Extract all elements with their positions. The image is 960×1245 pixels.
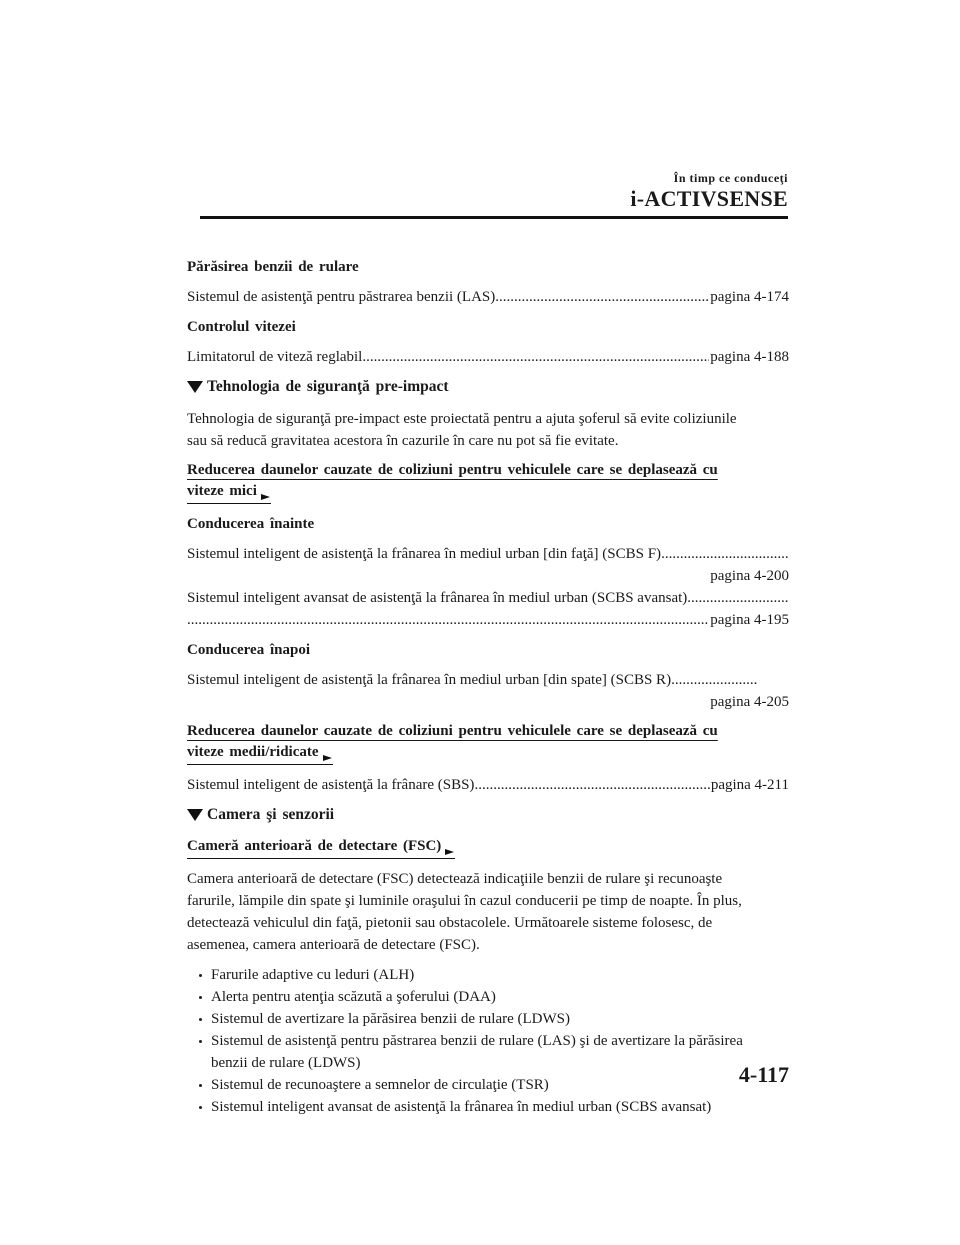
- toc-entry-scbs-advanced[interactable]: [187, 587, 789, 609]
- list-item: [199, 1030, 789, 1052]
- heading-text: viteze mici: [187, 481, 271, 503]
- toc-entry-text: Sistemul inteligent de asistenţă la frânarea în mediul urban [din faţă] (SCBS F): [187, 546, 662, 562]
- bullet-icon: [199, 1084, 202, 1087]
- page-number: 4-117: [738, 1062, 789, 1087]
- list-item-text: Sistemul inteligent avansat de asistenţă la frânarea în mediul urban (SCBS avansat): [211, 1099, 712, 1115]
- toc-entry-page: pagina 4-195: [710, 612, 789, 628]
- list-item-text: benzii de rulare (LDWS): [211, 1055, 361, 1071]
- toc-entry-scbs-f[interactable]: [187, 543, 789, 565]
- toc-entry-text: Sistemul de asistenţă pentru păstrarea benzii (LAS): [187, 289, 496, 305]
- list-item-text: Alerta pentru atenţia scăzută a şoferului (DAA): [211, 989, 496, 1005]
- fsc-description: [187, 868, 789, 956]
- lane-departure-heading: Părăsirea benzii de rulare: [187, 259, 359, 275]
- toc-entry-text: Sistemul inteligent de asistenţă la frânarea în mediul urban [din spate] (SCBS R): [187, 672, 672, 688]
- leader-dots: [362, 346, 709, 368]
- preimpact-heading-text: Tehnologia de siguranţă pre-impact: [207, 378, 449, 395]
- speed-control-heading: Controlul vitezei: [187, 319, 296, 335]
- leader-dots: [687, 587, 789, 609]
- bullet-icon: [199, 1018, 202, 1021]
- text-line: detectează vehiculul din faţă, pietonii sau obstacolele. Următoarele sisteme folosesc, de: [187, 915, 713, 931]
- heading-line: Reducerea daunelor cauzate de coliziuni pentru vehiculele care se deplasează cu: [187, 462, 718, 478]
- toc-entry-page: pagina 4-200: [710, 568, 789, 584]
- list-item: [199, 1074, 789, 1096]
- toc-entry-scbs-advanced-page[interactable]: [187, 609, 789, 631]
- leader-dots: [671, 669, 757, 691]
- toc-entry-page: pagina 4-188: [710, 349, 789, 365]
- text-line: asemenea, camera anterioară de detectare (FSC).: [187, 937, 480, 953]
- heading-line: [187, 742, 789, 764]
- chapter-subtitle: În timp ce conduceţi: [673, 171, 788, 185]
- list-item: [199, 986, 789, 1008]
- list-item: [199, 1008, 789, 1030]
- page-content: [187, 256, 789, 1118]
- text-line: Tehnologia de siguranţă pre-impact este proiectată pentru a ajuta şoferul să evite coliziunile: [187, 411, 737, 427]
- bullet-icon: [199, 996, 202, 999]
- toc-entry-text: Sistemul inteligent de asistenţă la frânare (SBS): [187, 777, 475, 793]
- list-item-text: Sistemul de asistenţă pentru păstrarea benzii de rulare (LAS) şi de avertizare la părăsirea: [211, 1033, 743, 1049]
- text-line: farurile, lămpile din spate şi luminile oraşului în cazul conducerii pe timp de noapte. În plus,: [187, 893, 742, 909]
- toc-entry-sbs[interactable]: [187, 774, 789, 796]
- toc-entry-text: Sistemul inteligent avansat de asistenţă la frânarea în mediul urban (SCBS avansat): [187, 590, 688, 606]
- leader-dots: [474, 774, 709, 796]
- preimpact-heading: [187, 376, 789, 398]
- heading-line: [187, 836, 789, 858]
- camera-sensors-heading: [187, 804, 789, 826]
- list-item-continuation: [199, 1052, 789, 1074]
- text-line: Camera anterioară de detectare (FSC) detectează indicaţiile benzii de rulare şi recunoaşte: [187, 871, 723, 887]
- toc-entry-scbs-r[interactable]: [187, 669, 789, 691]
- reverse-driving-heading: Conducerea înapoi: [187, 642, 310, 658]
- header-rule: [200, 216, 788, 219]
- toc-entry-page: pagina 4-211: [710, 777, 789, 793]
- bullet-icon: [199, 974, 202, 977]
- toc-entry-text: Limitatorul de viteză reglabil: [187, 349, 363, 365]
- heading-text: Cameră anterioară de detectare (FSC): [187, 836, 455, 858]
- heading-line: [187, 481, 789, 503]
- list-item: [199, 964, 789, 986]
- toc-entry-page: pagina 4-205: [710, 694, 789, 710]
- bullet-icon: [199, 1106, 202, 1109]
- list-item-text: Sistemul de recunoaştere a semnelor de circulaţie (TSR): [211, 1077, 549, 1093]
- toc-entry-las[interactable]: [187, 286, 789, 308]
- leader-dots: [187, 609, 709, 631]
- fsc-heading: [187, 836, 789, 858]
- text-line: sau să reducă gravitatea acestora în cazurile în care nu pot să fie evitate.: [187, 433, 619, 449]
- mid-speed-heading: [187, 721, 789, 764]
- fsc-systems-list: [199, 964, 789, 1118]
- low-speed-heading: [187, 460, 789, 503]
- list-item-text: Farurile adaptive cu leduri (ALH): [211, 967, 415, 983]
- toc-entry-limiter[interactable]: [187, 346, 789, 368]
- list-item-text: Sistemul de avertizare la părăsirea benzii de rulare (LDWS): [211, 1011, 570, 1027]
- forward-driving-heading: Conducerea înainte: [187, 516, 315, 532]
- list-item: [199, 1096, 789, 1118]
- preimpact-description: [187, 408, 789, 452]
- triangle-down-icon: [187, 381, 203, 393]
- leader-dots: [661, 543, 789, 565]
- leader-dots: [495, 286, 709, 308]
- chapter-title: i-ACTIVSENSE: [630, 186, 788, 211]
- bullet-icon: [199, 1040, 202, 1043]
- heading-text: viteze medii/ridicate: [187, 742, 333, 764]
- triangle-down-icon: [187, 809, 203, 821]
- camera-sensors-heading-text: Camera şi senzorii: [207, 806, 335, 823]
- heading-line: Reducerea daunelor cauzate de coliziuni pentru vehiculele care se deplasează cu: [187, 723, 718, 739]
- toc-entry-page: pagina 4-174: [710, 289, 789, 305]
